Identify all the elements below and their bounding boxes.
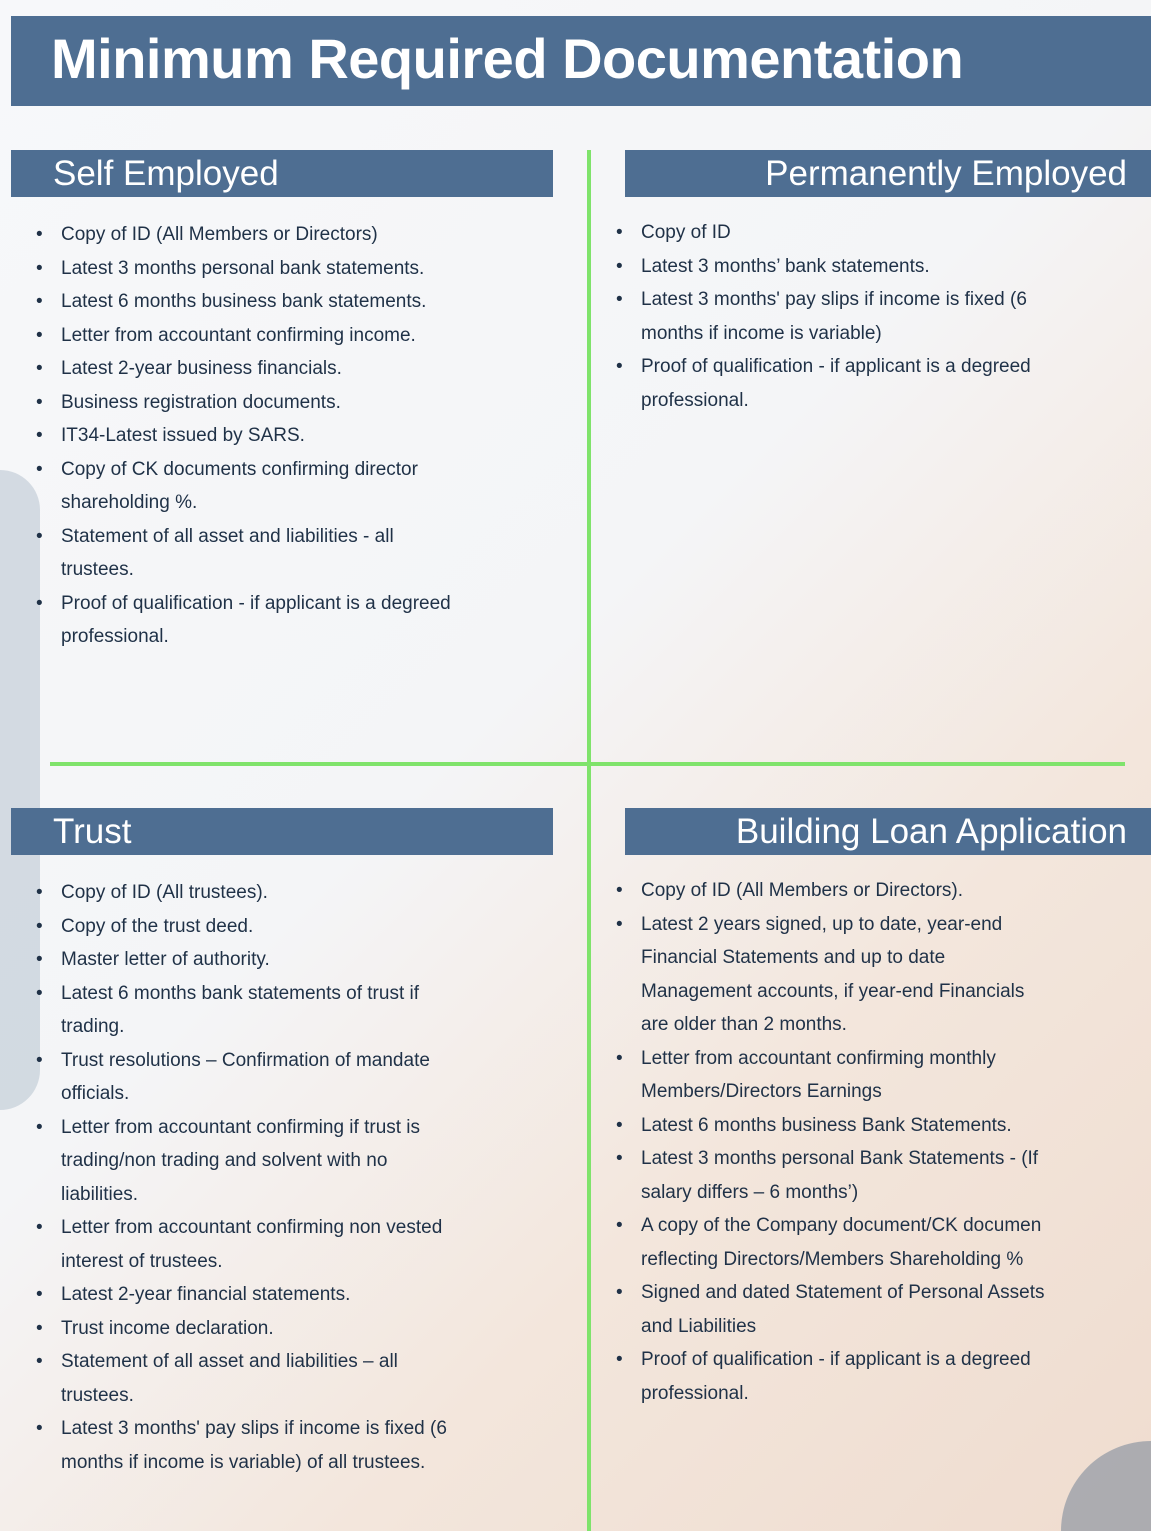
bullet-icon: • [616, 1047, 623, 1069]
self-employed-list [36, 218, 566, 654]
list-item-text: months if income is variable) [641, 322, 882, 344]
bullet-icon: • [616, 1282, 623, 1303]
list-item-text: Letter from accountant confirming monthly [641, 1047, 996, 1069]
bullet-icon: • [36, 1351, 43, 1372]
list-item-text: Members/Directors Earnings [641, 1081, 882, 1102]
bullet-icon: • [36, 391, 43, 413]
section-heading-trust: Trust [11, 808, 553, 855]
bullet-icon: • [36, 982, 43, 1004]
bullet-icon: • [36, 224, 43, 245]
list-item-text: Master letter of authority. [61, 949, 270, 970]
list-item-text: Proof of qualification - if applicant is a degreed [641, 356, 1031, 377]
list-item [616, 908, 1146, 1042]
list-item-text: Latest 6 months business bank statements. [61, 291, 427, 312]
bullet-icon: • [616, 1349, 623, 1370]
list-item-text: Signed and dated Statement of Personal Assets [641, 1282, 1045, 1303]
list-item-text: trustees. [61, 1384, 134, 1406]
decorative-corner [1061, 1441, 1151, 1531]
list-item-text: Statement of all asset and liabilities – all [61, 1351, 398, 1372]
list-item-text: trading/non trading and solvent with no [61, 1150, 388, 1171]
list-item [616, 250, 1146, 284]
list-item-text: Financial Statements and up to date [641, 947, 946, 968]
decorative-circle [0, 470, 40, 1110]
bullet-icon: • [616, 1114, 623, 1136]
vertical-divider [587, 150, 591, 1531]
list-item-text: Latest 2-year business financials. [61, 358, 342, 379]
list-item-text: interest of trustees. [61, 1250, 223, 1272]
bullet-icon: • [36, 1284, 43, 1305]
list-item [616, 1142, 1146, 1209]
trust-list [36, 876, 566, 1479]
list-item-text: salary differs – 6 months’) [641, 1181, 859, 1203]
list-item-text: A copy of the Company document/CK documen [641, 1215, 1042, 1236]
list-item [36, 977, 566, 1044]
bullet-icon: • [36, 425, 43, 446]
bullet-icon: • [36, 1217, 43, 1238]
list-item-text: professional. [641, 389, 749, 411]
list-item-text: Copy of ID (All Members or Directors) [61, 224, 378, 245]
list-item-text: liabilities. [61, 1183, 139, 1205]
list-item [36, 1312, 566, 1346]
list-item [36, 352, 566, 386]
bullet-icon: • [36, 1049, 43, 1071]
list-item [36, 910, 566, 944]
bullet-icon: • [36, 1317, 43, 1339]
list-item [616, 283, 1146, 350]
list-item-text: Copy of ID (All Members or Directors). [641, 880, 964, 901]
list-item-text: Statement of all asset and liabilities - all [61, 525, 394, 547]
list-item [36, 520, 566, 587]
list-item [36, 1412, 566, 1479]
list-item-text: professional. [61, 626, 169, 647]
bullet-icon: • [616, 880, 623, 901]
list-item-text: shareholding %. [61, 492, 198, 513]
bullet-icon: • [616, 913, 623, 935]
list-item-text: officials. [61, 1083, 130, 1104]
bullet-icon: • [36, 592, 43, 614]
horizontal-divider [50, 762, 1125, 766]
list-item-text: Copy of CK documents confirming director [61, 458, 418, 480]
list-item [36, 419, 566, 453]
list-item-text: Letter from accountant confirming non vested [61, 1217, 443, 1238]
bullet-icon: • [616, 1215, 623, 1236]
list-item-text: Latest 3 months’ bank statements. [641, 255, 930, 277]
list-item-text: Latest 2 years signed, up to date, year-end [641, 913, 1003, 935]
list-item [36, 876, 566, 910]
building-loan-list [616, 874, 1146, 1410]
list-item-text: Copy of ID (All trustees). [61, 882, 268, 903]
list-item [616, 1276, 1146, 1343]
list-item-text: Proof of qualification - if applicant is a degreed [61, 592, 451, 614]
list-item-text: Latest 2-year financial statements. [61, 1284, 351, 1305]
bullet-icon: • [36, 1418, 43, 1439]
bullet-icon: • [36, 458, 43, 480]
list-item-text: Trust income declaration. [61, 1317, 274, 1339]
list-item-text: trading. [61, 1016, 125, 1037]
list-item-text: are older than 2 months. [641, 1014, 847, 1035]
list-item [36, 1111, 566, 1212]
list-item [36, 453, 566, 520]
bullet-icon: • [616, 1148, 623, 1169]
list-item-text: Business registration documents. [61, 391, 341, 413]
bullet-icon: • [616, 289, 623, 310]
list-item [36, 1211, 566, 1278]
list-item [36, 386, 566, 420]
permanently-employed-list [616, 216, 1146, 417]
page-title: Minimum Required Documentation [51, 27, 964, 90]
list-item [36, 252, 566, 286]
bullet-icon: • [616, 255, 623, 277]
list-item [36, 1278, 566, 1312]
bullet-icon: • [36, 257, 43, 279]
bullet-icon: • [36, 882, 43, 903]
list-item [36, 285, 566, 319]
list-item [616, 216, 1146, 250]
list-item-text: IT34-Latest issued by SARS. [61, 425, 305, 446]
list-item [616, 1209, 1146, 1276]
list-item-text: reflecting Directors/Members Shareholding % [641, 1248, 1024, 1270]
list-item-text: Management accounts, if year-end Financials [641, 980, 1025, 1002]
title-bar [11, 16, 1151, 106]
section-heading-self-employed: Self Employed [11, 150, 553, 197]
list-item [616, 1042, 1146, 1109]
list-item-text: and Liabilities [641, 1315, 757, 1337]
list-item-text: Latest 3 months' pay slips if income is fixed (6 [61, 1418, 447, 1439]
bullet-icon: • [616, 222, 623, 243]
list-item [36, 587, 566, 654]
list-item [36, 943, 566, 977]
list-item [36, 218, 566, 252]
bullet-icon: • [36, 1116, 43, 1138]
bullet-icon: • [36, 949, 43, 970]
list-item-text: Latest 3 months personal bank statements. [61, 257, 425, 279]
section-heading-permanently-employed: Permanently Employed [625, 150, 1151, 197]
list-item-text: Latest 3 months' pay slips if income is fixed (6 [641, 289, 1027, 310]
bullet-icon: • [36, 358, 43, 379]
list-item-text: Copy of the trust deed. [61, 915, 254, 937]
list-item-text: Letter from accountant confirming income. [61, 324, 416, 346]
list-item [36, 1044, 566, 1111]
list-item [616, 350, 1146, 417]
list-item-text: Latest 6 months bank statements of trust if [61, 982, 420, 1004]
list-item-text: Latest 3 months personal Bank Statements - (If [641, 1148, 1039, 1169]
list-item-text: Latest 6 months business Bank Statements. [641, 1114, 1012, 1136]
bullet-icon: • [36, 915, 43, 937]
section-heading-building-loan: Building Loan Application [625, 808, 1151, 855]
bullet-icon: • [616, 356, 623, 377]
list-item-text: Trust resolutions – Confirmation of mandate [61, 1049, 430, 1071]
list-item [36, 1345, 566, 1412]
bullet-icon: • [36, 291, 43, 312]
list-item-text: professional. [641, 1382, 749, 1404]
list-item-text: Proof of qualification - if applicant is a degreed [641, 1349, 1031, 1370]
list-item [616, 1343, 1146, 1410]
list-item-text: Letter from accountant confirming if trust is [61, 1116, 421, 1138]
list-item [616, 1109, 1146, 1143]
list-item-text: Copy of ID [641, 222, 731, 243]
list-item-text: months if income is variable) of all trustees. [61, 1451, 426, 1473]
list-item [616, 874, 1146, 908]
bullet-icon: • [36, 324, 43, 346]
bullet-icon: • [36, 525, 43, 547]
list-item [36, 319, 566, 353]
list-item-text: trustees. [61, 559, 134, 580]
